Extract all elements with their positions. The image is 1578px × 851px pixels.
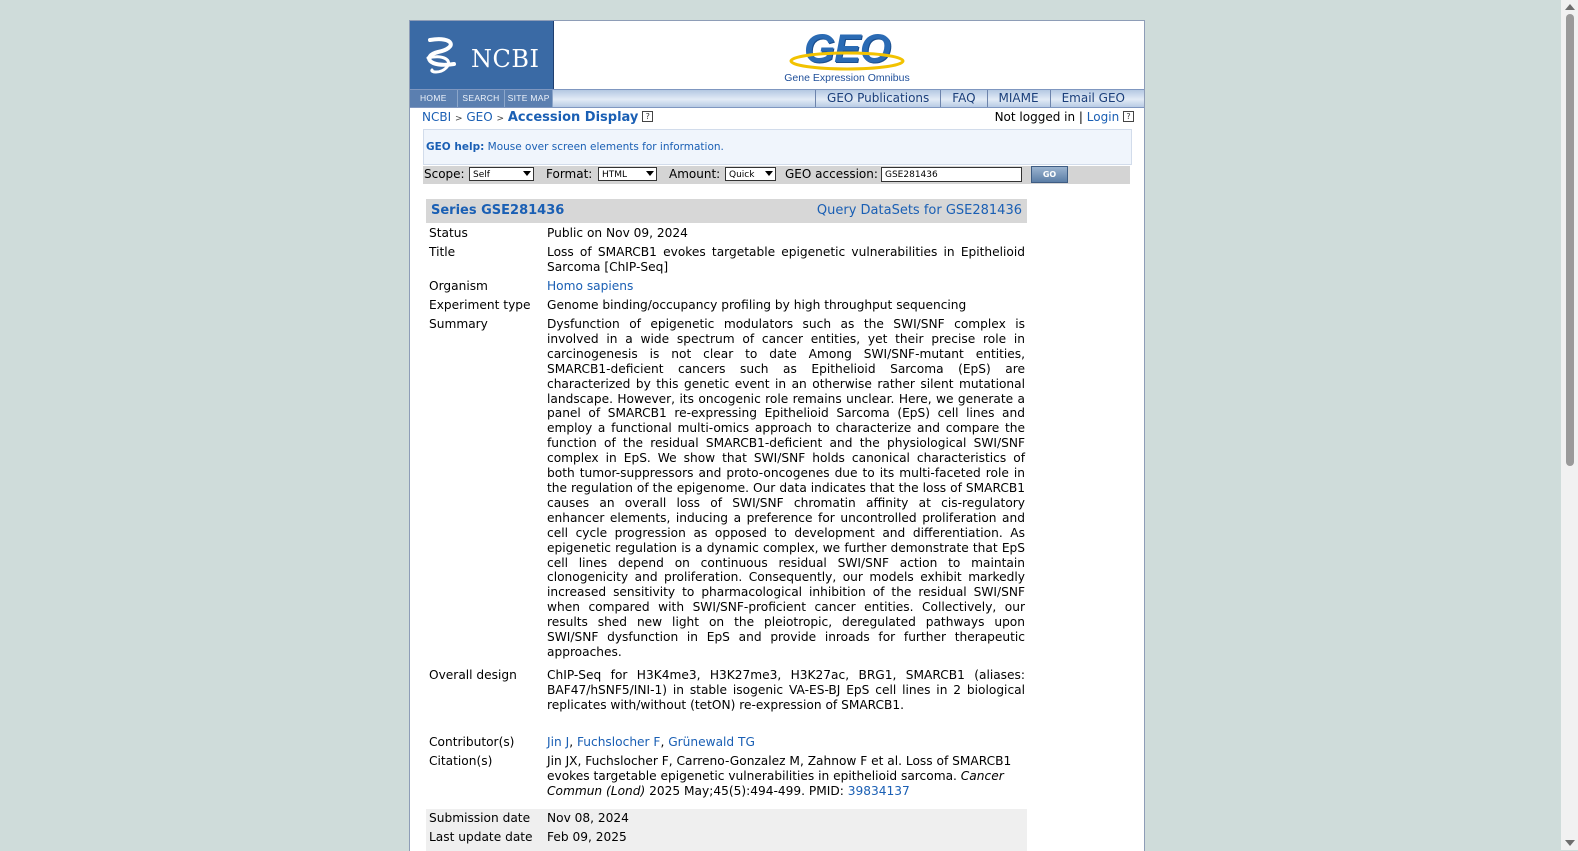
ncbi-wordmark: NCBI [471,45,540,73]
geo-tagline: Gene Expression Omnibus [784,72,910,84]
submission-date-row [426,809,1027,828]
title-label: Title [429,245,456,259]
status-row [426,224,1027,243]
geo-page [409,20,1145,851]
geo-orbit-icon [788,49,906,73]
scroll-up-icon[interactable] [1565,4,1575,10]
login-divider: | [1078,110,1083,124]
geo-logo-text: GEO [804,27,890,71]
citation-label: Citation(s) [429,754,493,768]
query-bar [423,166,1130,184]
ncbi-helix-icon [424,34,462,78]
login-status: Not logged in [994,110,1076,124]
submission-date-value: Nov 08, 2024 [547,811,629,825]
pmid-link[interactable]: 39834137 [847,783,910,798]
format-select[interactable] [598,167,657,181]
chevron-down-icon [646,171,654,176]
summary-value: Dysfunction of epigenetic modulators such as the SWI/SNF complex is involved in a wide spectrum of cancer entities, yet their precise role in carcinogenesis is not clear to date Among SWI/SNF-mutant entities, SMARCB1-deficient cancers such as Epithelioid Sarcoma (EpS) are characterized by this genetic event in an otherwise rather silent mutational landscape. However, its oncogenic role remains unclear. Here, we generate a panel of SMARCB1 re-expressing Epithelioid Sarcoma (EpS) cell lines and employ a functional multi-omics approach to characterize and compare the function of the residual SMARCB1-deficient and the physiological SWI/SNF complex in EpS. We show that SWI/SNF holds canonical characteristics of both tumor-suppressors and proto-oncogenes due to its multi-faceted role in the regulation of the epigenome. Our data indicates that the loss of SMARCB1 causes an overall loss of SWI/SNF chromatin affinity at cis-regulatory enhancer elements, inducing a preference for uncontrolled proliferation and cell cycle progression as opposed to development and differentiation. As epigenetic regulation is a dynamic complex, we further demonstrate that EpS cell lines depend on continuous residual SWI/SNF action to maintain clonogenicity and proliferation. Consequently, our models exhibit markedly increased sensitivity to pharmacological inhibition of the residual SWI/SNF when compared with SWI/SNF-proficient cancer entities. Collectively, our results shed new light on the pleiotropic, deregulated pathways upon SWI/SNF dysfunction in EpS and provide inroads for further therapeutic approaches. [547,317,1025,659]
format-label: Format: [546,167,593,181]
title-value: Loss of SMARCB1 evokes targetable epigenetic vulnerabilities in Epithelioid Sarcoma [ChIP-Seq] [547,245,1025,274]
experiment-type-row [426,296,1027,315]
nav-bar [410,89,1144,108]
format-select-value: HTML [602,170,628,180]
accession-input[interactable] [881,167,1022,182]
series-header [426,199,1027,223]
scope-select[interactable] [469,167,534,181]
last-update-value: Feb 09, 2025 [547,830,627,844]
amount-label: Amount: [669,167,721,181]
nav-email-geo[interactable]: Email GEO [1050,90,1136,107]
citation-value [547,754,1025,799]
breadcrumb-separator: > [454,114,463,124]
scope-select-value: Self [473,170,490,180]
nav-faq[interactable]: FAQ [940,90,986,107]
chevron-down-icon [523,171,531,176]
last-update-row [426,828,1027,851]
geo-help-label: GEO help: [426,141,485,153]
citation-details: 2025 May;45(5):494-499. PMID: [649,783,844,798]
contributor-link[interactable]: Jin J [547,735,570,749]
contributors-row [426,733,1027,752]
breadcrumb-ncbi[interactable]: NCBI [422,110,452,124]
geo-help-text: Mouse over screen elements for information. [487,141,724,153]
contributor-link[interactable]: Fuchslocher F [576,735,661,749]
last-update-label: Last update date [429,830,533,844]
contributor-separator: , [569,735,574,749]
contributor-separator: , [660,735,665,749]
title-row [426,243,1027,277]
breadcrumb-row [422,108,1134,126]
geo-nav [815,90,1136,107]
organism-link[interactable]: Homo sapiens [547,279,634,293]
contributors-label: Contributor(s) [429,735,515,749]
summary-label: Summary [429,317,488,331]
contributor-link[interactable]: Grünewald TG [668,735,755,749]
login-link[interactable]: Login [1086,110,1120,124]
nav-home[interactable]: HOME [410,90,458,107]
overall-design-row [426,666,1027,726]
scrollbar-thumb[interactable] [1566,14,1574,466]
breadcrumb-current: Accession Display [507,110,639,125]
ncbi-logo[interactable] [410,21,554,89]
help-icon[interactable]: ? [642,111,653,122]
nav-search[interactable]: SEARCH [458,90,506,107]
amount-select[interactable] [725,167,776,181]
login-help-icon[interactable]: ? [1123,111,1134,122]
citation-text: Jin JX, Fuchslocher F, Carreno-Gonzalez M, Zahnow F et al. Loss of SMARCB1 evokes targetable epigenetic vulnerabilities in epithelioid sarcoma. [547,754,1012,783]
nav-site-map[interactable]: SITE MAP [505,90,553,107]
accession-label: GEO accession: [785,167,878,181]
submission-date-label: Submission date [429,811,531,825]
login-area [995,110,1134,124]
go-button[interactable]: GO [1031,166,1068,183]
breadcrumb [422,110,653,125]
organism-label: Organism [429,279,488,293]
geo-help-row [423,129,1132,165]
experiment-type-value: Genome binding/occupancy profiling by high throughput sequencing [547,298,967,312]
scroll-down-icon[interactable] [1565,840,1575,846]
nav-miame[interactable]: MIAME [987,90,1050,107]
overall-design-value: ChIP-Seq for H3K4me3, H3K27me3, H3K27ac, BRG1, SMARCB1 (aliases: BAF47/hSNF5/INI-1) in stable isogenic VA-ES-BJ EpS cell lines in 2 biological replicates with/without (tetON) re-expression of SMARCB1. [547,668,1025,712]
summary-row [426,315,1027,660]
chevron-down-icon [765,171,773,176]
citation-journal: Cancer Commun (Lond) [547,768,1004,798]
status-label: Status [429,226,468,240]
breadcrumb-geo[interactable]: GEO [466,110,493,124]
citation-row [426,752,1027,802]
nav-geo-publications[interactable]: GEO Publications [815,90,940,107]
scope-label: Scope: [424,167,465,181]
amount-select-value: Quick [729,170,755,180]
experiment-type-label: Experiment type [429,298,531,312]
overall-design-label: Overall design [429,668,517,682]
ncbi-nav [410,90,553,107]
organism-row [426,277,1027,296]
query-datasets-link[interactable]: Query DataSets for GSE281436 [816,203,1022,218]
page-scrollbar[interactable] [1561,0,1578,850]
series-title: Series GSE281436 [431,203,565,218]
geo-banner [554,21,1144,89]
breadcrumb-separator: > [496,114,505,124]
contributors-value [547,735,1025,750]
geo-logo[interactable] [782,27,912,89]
status-value: Public on Nov 09, 2024 [547,226,688,240]
